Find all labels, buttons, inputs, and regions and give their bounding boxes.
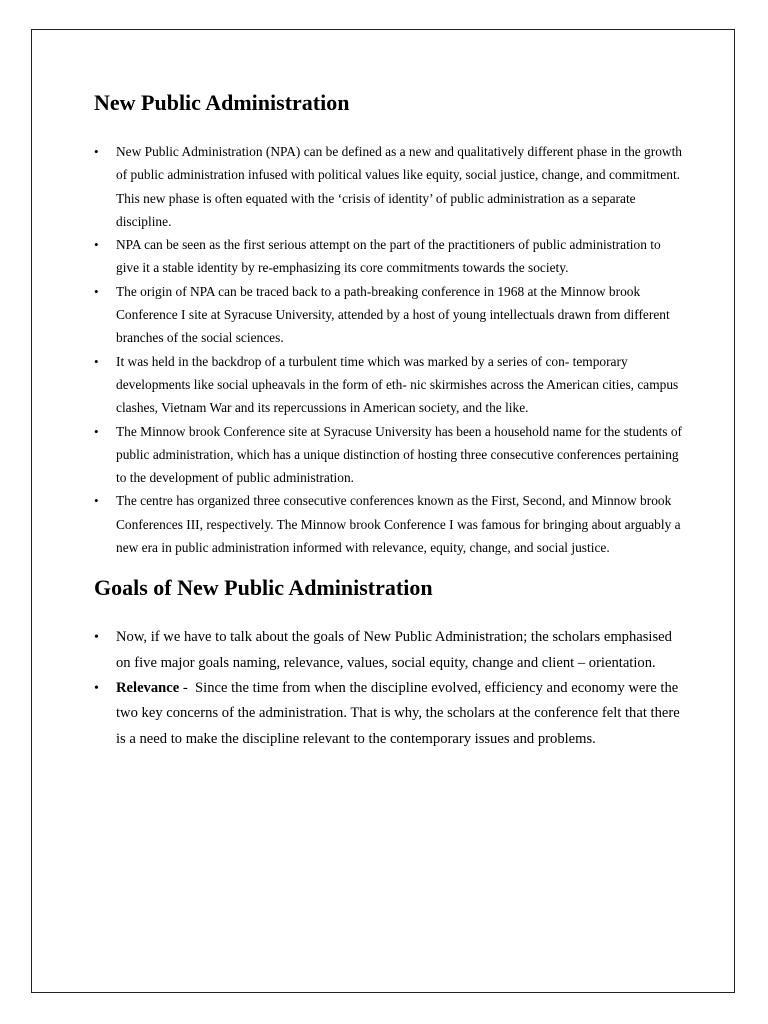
list-item xyxy=(94,676,684,752)
list-item xyxy=(94,280,684,350)
document-content xyxy=(94,88,684,752)
list-item xyxy=(94,420,684,490)
term-separator: - xyxy=(179,679,196,696)
list-item-text: Since the time from when the discipline evolved, efficiency and economy were the two key concerns of the administration. That is why, the scholars at the conference felt that there is a need to make the discipline relevant to the contemporary issues and problems. xyxy=(116,679,680,747)
list-item-text: The origin of NPA can be traced back to a path-breaking conference in 1968 at the Minnow brook Conference I site at Syracuse University, attended by a host of young intellectuals drawn from different branches of the social sciences. xyxy=(116,283,670,346)
list-item xyxy=(94,233,684,280)
list-item-text: NPA can be seen as the first serious attempt on the part of the practitioners of public administration to give it a stable identity by re-emphasizing its core commitments towards the society. xyxy=(116,237,661,276)
list-item xyxy=(94,489,684,559)
list-item-text: The Minnow brook Conference site at Syracuse University has been a household name for the students of public administration, which has a unique distinction of hosting three consecutive conferences pertaining to the development of public administration. xyxy=(116,423,682,486)
bullet-icon: • xyxy=(94,630,99,646)
page-frame xyxy=(31,29,735,993)
list-item xyxy=(94,625,684,676)
list-item-text: Now, if we have to talk about the goals of New Public Administration; the scholars emphasised on five major goals naming, relevance, values, social equity, change and client – orientation. xyxy=(116,629,672,671)
list-item-text: It was held in the backdrop of a turbulent time which was marked by a series of con- temporary developments like social upheavals in the form of eth- nic skirmishes across the American cities, campus clashes, Vietnam War and its repercussions in American society, and the like. xyxy=(116,353,679,416)
bullet-icon: • xyxy=(94,423,99,439)
goals-bullet-list xyxy=(94,625,684,751)
npa-bullet-list xyxy=(94,140,684,559)
relevance-term: Relevance xyxy=(116,679,180,696)
bullet-icon: • xyxy=(94,493,99,509)
bullet-icon: • xyxy=(94,144,99,159)
list-item xyxy=(94,350,684,420)
heading-goals-of-npa: Goals of New Public Administration xyxy=(94,575,433,601)
list-item-text: The centre has organized three consecutive conferences known as the First, Second, and Minnow brook Conferences III, respectively. The Minnow brook Conference I was famous for bringing about arguably a new era in public administration informed with relevance, equity, change, and social justice. xyxy=(116,493,681,556)
list-item-text: New Public Administration (NPA) can be defined as a new and qualitatively different phase in the growth of public administration infused with political values like equity, social justice, change, and commitment. This new phase is often equated with the ‘crisis of identity’ of public administration as a separate discipline. xyxy=(116,144,682,229)
bullet-icon: • xyxy=(94,283,99,299)
bullet-icon: • xyxy=(94,680,99,696)
bullet-icon: • xyxy=(94,237,99,253)
bullet-icon: • xyxy=(94,353,99,369)
list-item xyxy=(94,140,684,233)
heading-new-public-administration: New Public Administration xyxy=(94,90,350,115)
